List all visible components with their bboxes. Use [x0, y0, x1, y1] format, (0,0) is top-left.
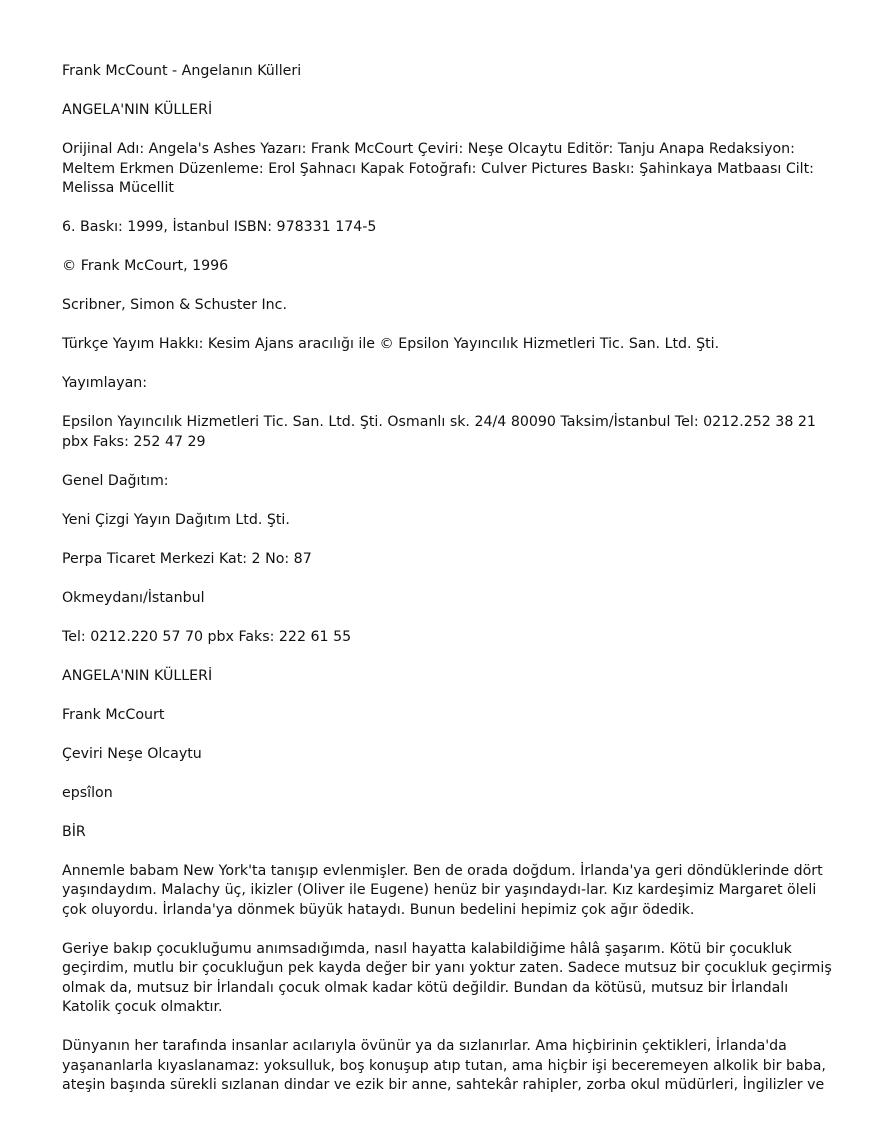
document-paragraph: ANGELA'NIN KÜLLERİ: [62, 667, 213, 684]
document-paragraph: Scribner, Simon & Schuster Inc.: [62, 297, 287, 313]
document-paragraph: Genel Dağıtım:: [62, 472, 169, 489]
document-paragraph: Yeni Çizgi Yayın Dağıtım Ltd. Şti.: [62, 511, 290, 528]
document-paragraph: Yayımlayan:: [62, 375, 148, 391]
document-paragraph: © Frank McCourt, 1996: [62, 258, 229, 274]
document-paragraph: Perpa Ticaret Merkezi Kat: 2 No: 87: [62, 550, 312, 567]
document-paragraph: Annemle babam New York'ta tanışıp evlenmişler. Ben de orada doğdum. İrlanda'ya geri döndüklerinde dört yaşındaydım. Malachy üç, ikizler (Oliver ile Eugene) henüz bir yaşındaydı-lar. Kız kardeşimiz Margaret öleli çok oluyordu. İrlanda'ya dönmek büyük hataydı. Bunun bedelini hepimiz çok ağır ödedik.: [62, 862, 823, 918]
document-paragraph: ANGELA'NIN KÜLLERİ: [62, 102, 213, 118]
document-paragraph: Okmeydanı/İstanbul: [62, 589, 205, 606]
document-paragraph: Epsilon Yayıncılık Hizmetleri Tic. San. Ltd. Şti. Osmanlı sk. 24/4 80090 Taksim/İstanbul Tel: 0212.252 38 21 pbx Faks: 252 47 29: [62, 414, 816, 450]
document-paragraph: BİR: [62, 823, 86, 840]
document-paragraph: Dünyanın her tarafında insanlar acılarıyla övünür ya da sızlanırlar. Ama hiçbirinin çektikleri, İrlanda'da yaşananlarla kıyaslanamaz: yoksulluk, boş konuşup atıp tutan, ama hiçbir işi beceremeyen alkolik bir baba, ateşin başında sürekli sızlanan dindar ve ezik bir anne, sahtekâr rahipler, zorba okul müdürleri, İngilizler ve: [62, 1038, 826, 1093]
document-header: Frank McCount - Angelanın Külleri: [62, 63, 302, 79]
document-paragraph: Frank McCourt: [62, 706, 165, 723]
document-paragraph: Türkçe Yayım Hakkı: Kesim Ajans aracılığı ile © Epsilon Yayıncılık Hizmetleri Tic. San. Ltd. Şti.: [62, 336, 720, 352]
document-body: [62, 101, 834, 1096]
document-paragraph: 6. Baskı: 1999, İstanbul ISBN: 978331 174-5: [62, 219, 377, 235]
document-paragraph: Tel: 0212.220 57 70 pbx Faks: 222 61 55: [62, 628, 352, 645]
document-paragraph: Orijinal Adı: Angela's Ashes Yazarı: Frank McCourt Çeviri: Neşe Olcaytu Editör: Tanju Anapa Redaksiyon: Meltem Erkmen Düzenleme: Erol Şahnacı Kapak Fotoğrafı: Culver Pictures Baskı: Şahinkaya Matbaası Cilt: Melissa Mücellit: [62, 141, 814, 196]
document-paragraph: Geriye bakıp çocukluğumu anımsadığımda, nasıl hayatta kalabildiğime hâlâ şaşarım. Kötü bir çocukluk geçirdim, mutlu bir çocukluğun pek kayda değer bir yanı yoktur zaten. Sadece mutsuz bir çocukluk geçirmiş olmak da, mutsuz bir İrlandalı çocuk olmak kadar kötü değildir. Bundan da kötüsü, mutsuz bir İrlandalı Katolik çocuk olmaktır.: [62, 940, 832, 1015]
document-page: [62, 62, 834, 1115]
document-paragraph: Çeviri Neşe Olcaytu: [62, 745, 202, 762]
document-paragraph: epsîlon: [62, 784, 113, 801]
